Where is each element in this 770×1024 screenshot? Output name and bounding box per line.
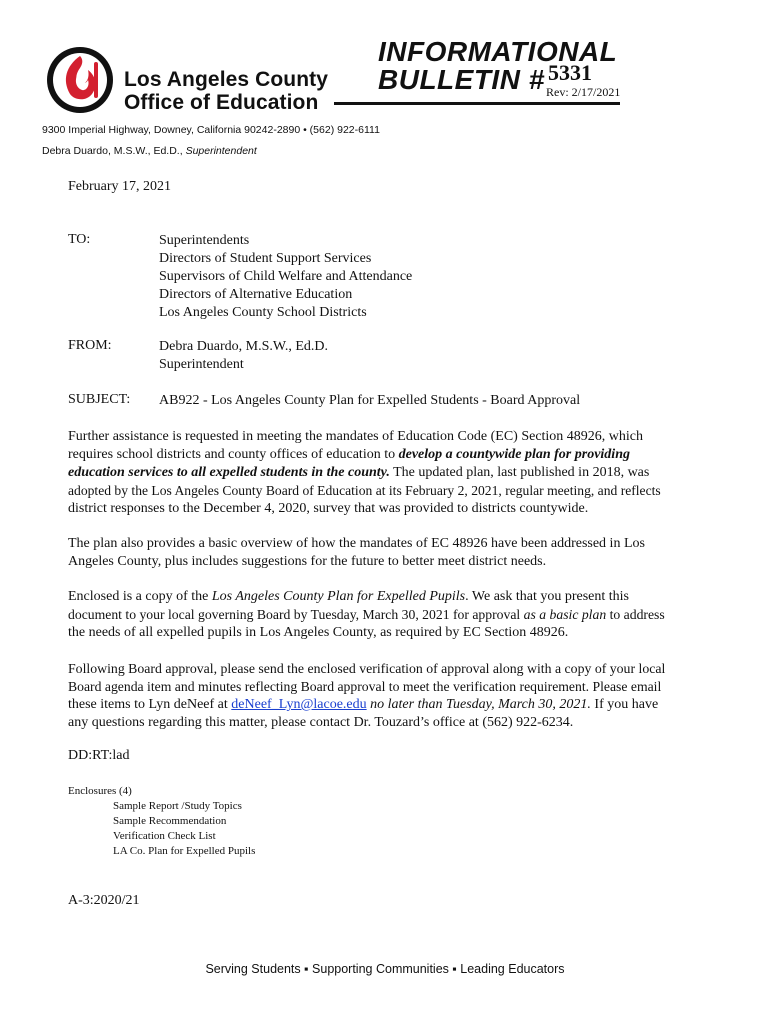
- email-link[interactable]: deNeef_Lyn@lacoe.edu: [231, 697, 367, 712]
- paragraph-line: district responses to the December 4, 2020, survey that was provided to districts countywide.: [68, 501, 589, 516]
- paragraph-line: [68, 606, 715, 624]
- emphasis-text: as a basic plan: [523, 607, 607, 622]
- to-recipient: Directors of Student Support Services: [159, 251, 372, 266]
- enclosures-list: [113, 799, 255, 859]
- enclosure-item: Verification Check List: [113, 830, 216, 842]
- paragraph-line: [68, 446, 715, 464]
- bulletin-title-line2: BULLETIN #: [378, 64, 545, 95]
- text-run: document to your local governing Board by Tuesday, March 30, 2021 for approval: [68, 607, 524, 622]
- paragraph-2: [68, 535, 715, 571]
- org-name-line2: Office of Education: [124, 91, 319, 114]
- initials: DD:RT:lad: [68, 748, 130, 763]
- to-recipient: Los Angeles County School Districts: [159, 305, 367, 320]
- enclosure-item: Sample Report /Study Topics: [113, 800, 242, 812]
- org-address: 9300 Imperial Highway, Downey, California 90242-2890 • (562) 922-6111: [42, 124, 380, 136]
- plan-title-text: Los Angeles County Plan for Expelled Pupils: [211, 589, 466, 604]
- emphasis-text: education services to all expelled students in the county.: [68, 465, 390, 480]
- header-rule: [334, 102, 620, 105]
- paragraph-line: the needs of all expelled pupils in Los Angeles County, as required by EC Section 48926.: [68, 625, 569, 640]
- superintendent-name: Debra Duardo, M.S.W., Ed.D.,: [42, 145, 186, 157]
- emphasis-text: develop a countywide plan for providing: [398, 447, 630, 462]
- to-recipient: Supervisors of Child Welfare and Attendance: [159, 269, 413, 284]
- to-recipient-list: [159, 232, 412, 322]
- footer-tagline: Serving Students ▪ Supporting Communities ▪ Leading Educators: [205, 962, 565, 976]
- subject-text: AB922 - Los Angeles County Plan for Expelled Students - Board Approval: [159, 393, 581, 408]
- paragraph-line: [68, 588, 715, 606]
- from-name: Debra Duardo, M.S.W., Ed.D.: [159, 339, 329, 354]
- document-code: A-3:2020/21: [68, 893, 140, 908]
- paragraph-line: Angeles County, plus includes suggestions for the future to better meet district needs.: [68, 554, 547, 569]
- from-label: FROM:: [68, 338, 112, 353]
- to-recipient: Superintendents: [159, 233, 250, 248]
- to-label: TO:: [68, 232, 91, 247]
- text-run: these items to Lyn deNeef at: [68, 697, 232, 712]
- paragraph-line: Following Board approval, please send the enclosed verification of approval along with a copy of your local: [68, 661, 666, 676]
- bulletin-title-line1: INFORMATIONAL: [378, 36, 618, 67]
- subject-label: SUBJECT:: [68, 392, 131, 407]
- org-name-line1: Los Angeles County: [124, 68, 329, 91]
- paragraph-line: Further assistance is requested in meeting the mandates of Education Code (EC) Section 48926, which: [68, 429, 644, 444]
- paragraph-line: any questions regarding this matter, please contact Dr. Touzard’s office at (562) 922-6234.: [68, 715, 574, 730]
- text-run: requires school districts and county offices of education to: [68, 447, 399, 462]
- bulletin-number: 5331: [548, 60, 592, 85]
- lacoe-flame-logo-icon: [44, 44, 116, 116]
- paragraph-line: [68, 464, 715, 482]
- paragraph-line: adopted by the Los Angeles County Board of Education at its February 2, 2021, regular meeting, and reflects: [68, 483, 661, 498]
- revision-date: Rev: 2/17/2021: [546, 85, 621, 99]
- text-run: The updated plan, last published in 2018, was: [389, 465, 650, 480]
- from-title: Superintendent: [159, 357, 244, 372]
- text-run: Enclosed is a copy of the: [68, 589, 212, 604]
- enclosure-item: Sample Recommendation: [113, 815, 227, 827]
- paragraph-line: Board agenda item and minutes reflecting Board approval to meet the verification requirement. Please email: [68, 679, 662, 694]
- text-run: If you have: [590, 697, 659, 712]
- enclosure-item: LA Co. Plan for Expelled Pupils: [113, 845, 256, 857]
- paragraph-line: [68, 696, 715, 714]
- paragraph-line: The plan also provides a basic overview of how the mandates of EC 48926 have been addressed in Los: [68, 536, 645, 551]
- enclosures-title: Enclosures (4): [68, 785, 132, 797]
- paragraph-1: [68, 428, 715, 518]
- from-sender: [159, 338, 328, 374]
- paragraph-4: [68, 660, 715, 732]
- superintendent-title: Superintendent: [185, 145, 257, 157]
- text-run: to address: [606, 607, 665, 622]
- text-run: . We ask that you present this: [465, 589, 630, 604]
- deadline-text: no later than Tuesday, March 30, 2021.: [366, 697, 591, 712]
- to-recipient: Directors of Alternative Education: [159, 287, 353, 302]
- superintendent-line: [42, 145, 257, 157]
- paragraph-3: [68, 588, 715, 642]
- memo-date: February 17, 2021: [68, 179, 172, 194]
